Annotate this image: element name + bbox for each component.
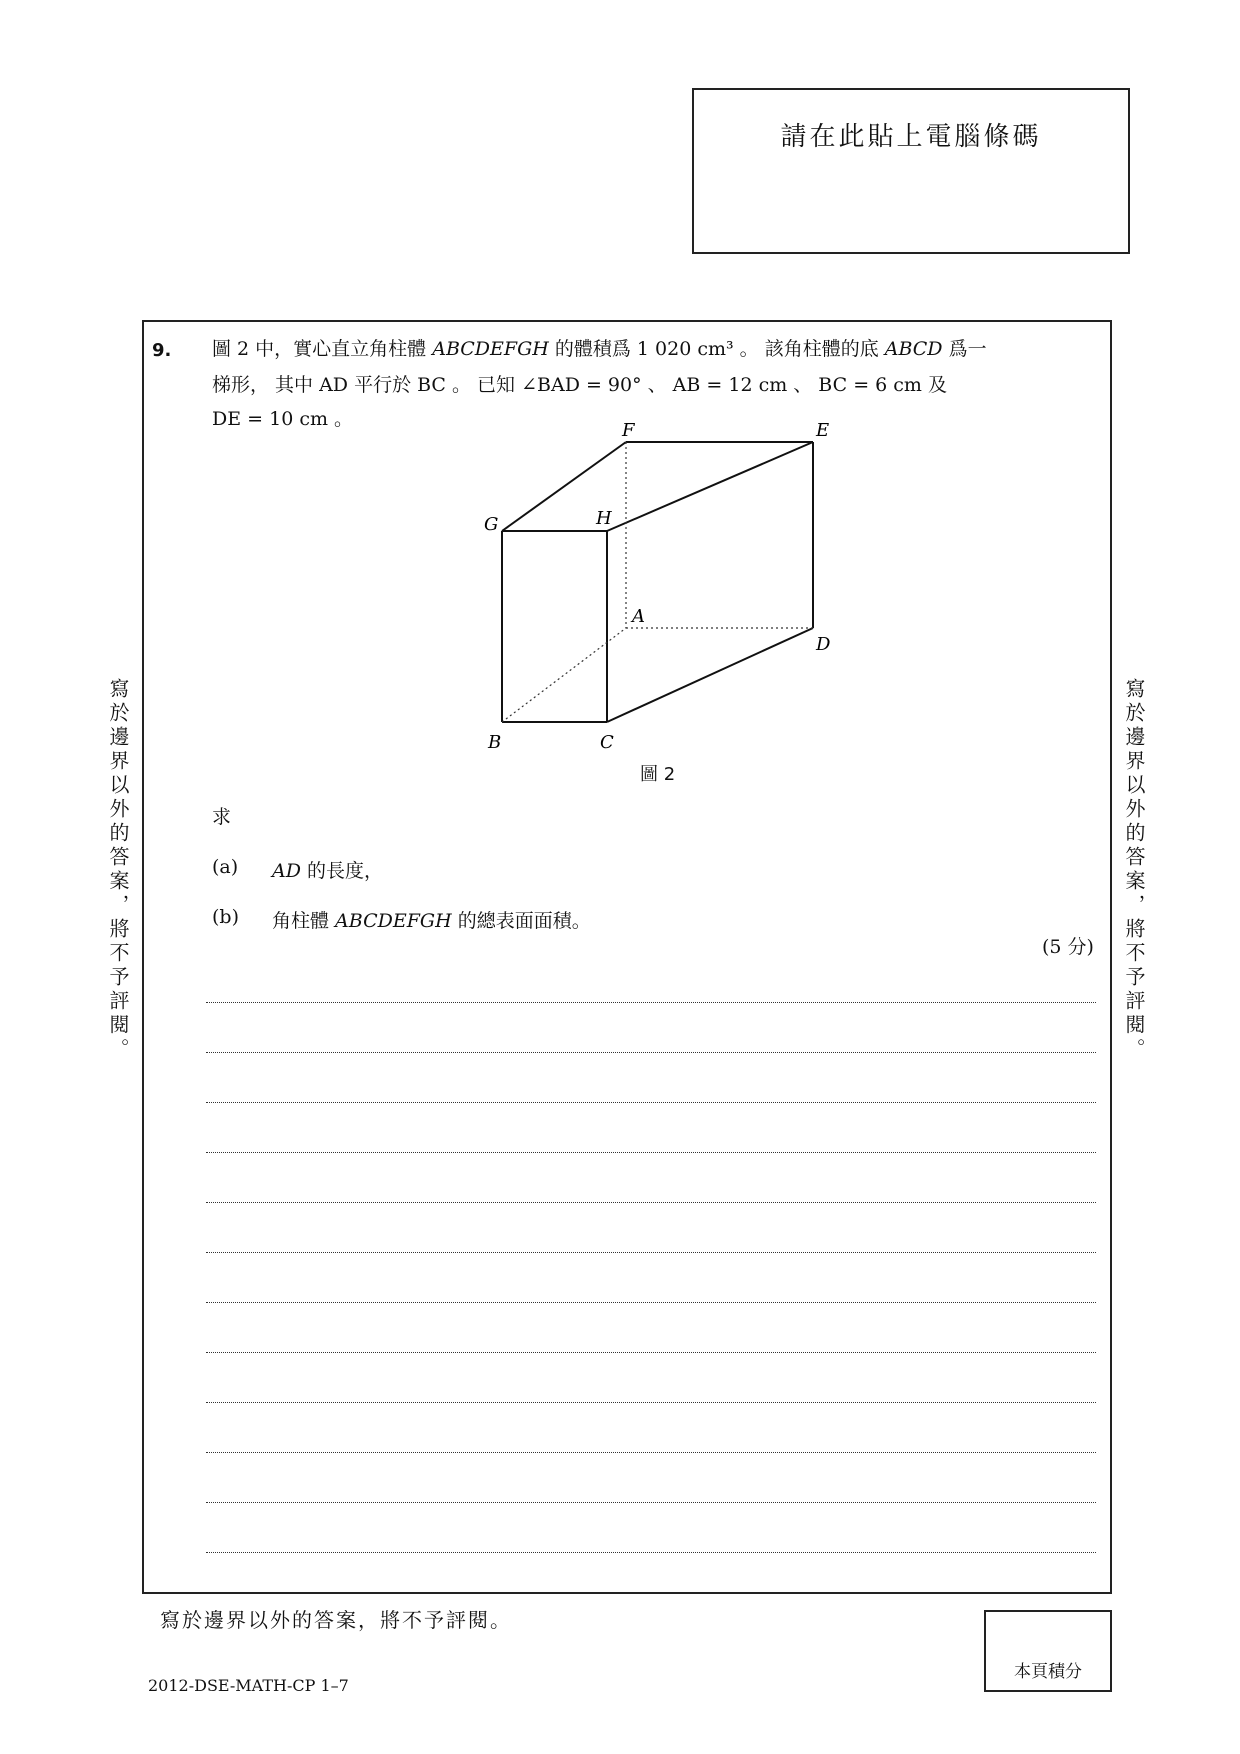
barcode-label: 請在此貼上電腦條碼 [780,122,1042,152]
part-b-label: (b) [212,906,239,928]
question-number: 9. [152,340,172,361]
part-a-label: (a) [212,856,239,878]
part-b-prefix: 角柱體 [272,910,336,932]
q1-prism: ABCDEFGH [432,338,549,360]
vertex-g: G [484,514,499,535]
answer-line[interactable] [206,1202,1096,1203]
part-b-text [272,906,591,933]
part-a-text [272,856,383,883]
vertex-h: H [596,508,612,529]
q1-base: ABCD [884,338,943,360]
answer-line[interactable] [206,1102,1096,1103]
prism-figure [0,0,1240,800]
paper-code: 2012-DSE-MATH-CP 1–7 [148,1676,349,1695]
find-label: 求 [212,806,232,828]
vertex-c: C [600,732,614,753]
vertex-b: B [488,732,502,753]
question-line-2: 梯形， 其中 AD 平行於 BC 。 已知 ∠BAD = 90° 、 AB = 12 cm 、 BC = 6 cm 及 [212,374,947,396]
answer-line[interactable] [206,1252,1096,1253]
marks-label: (5 分) [1042,936,1094,958]
vertex-f: F [622,420,635,441]
part-a-italic: AD [272,860,301,882]
answer-line[interactable] [206,1402,1096,1403]
q1-prefix: 圖 2 中，實心直立角柱體 [212,338,433,360]
question-line-3: DE = 10 cm 。 [212,408,354,430]
score-box-label: 本頁積分 [1014,1662,1082,1682]
answer-line[interactable] [206,1152,1096,1153]
answer-line[interactable] [206,1352,1096,1353]
score-box [984,1610,1112,1692]
vertex-e: E [816,420,830,441]
answer-line[interactable] [206,1302,1096,1303]
q1-suffix: 爲一 [942,338,987,360]
answer-line[interactable] [206,1552,1096,1553]
answer-line[interactable] [206,1052,1096,1053]
vertex-d: D [816,634,831,655]
edge-he [607,442,813,531]
q1-middle: 的體積爲 1 020 cm³ 。 該角柱體的底 [548,338,885,360]
answer-line[interactable] [206,1002,1096,1003]
part-a-rest: 的長度， [300,860,384,882]
margin-note-left: 寫於邊界以外的答案，將不予評閱。 [106,678,130,1062]
figure-caption: 圖 2 [640,764,676,785]
vertex-a: A [632,606,645,627]
answer-line[interactable] [206,1502,1096,1503]
edge-cd [607,628,813,722]
part-b-rest: 的總表面面積。 [451,910,591,932]
answer-line[interactable] [206,1452,1096,1453]
margin-note-right: 寫於邊界以外的答案，將不予評閱。 [1122,678,1146,1062]
footer-note: 寫於邊界以外的答案，將不予評閱。 [160,1608,512,1632]
part-b-italic: ABCDEFGH [335,910,452,932]
